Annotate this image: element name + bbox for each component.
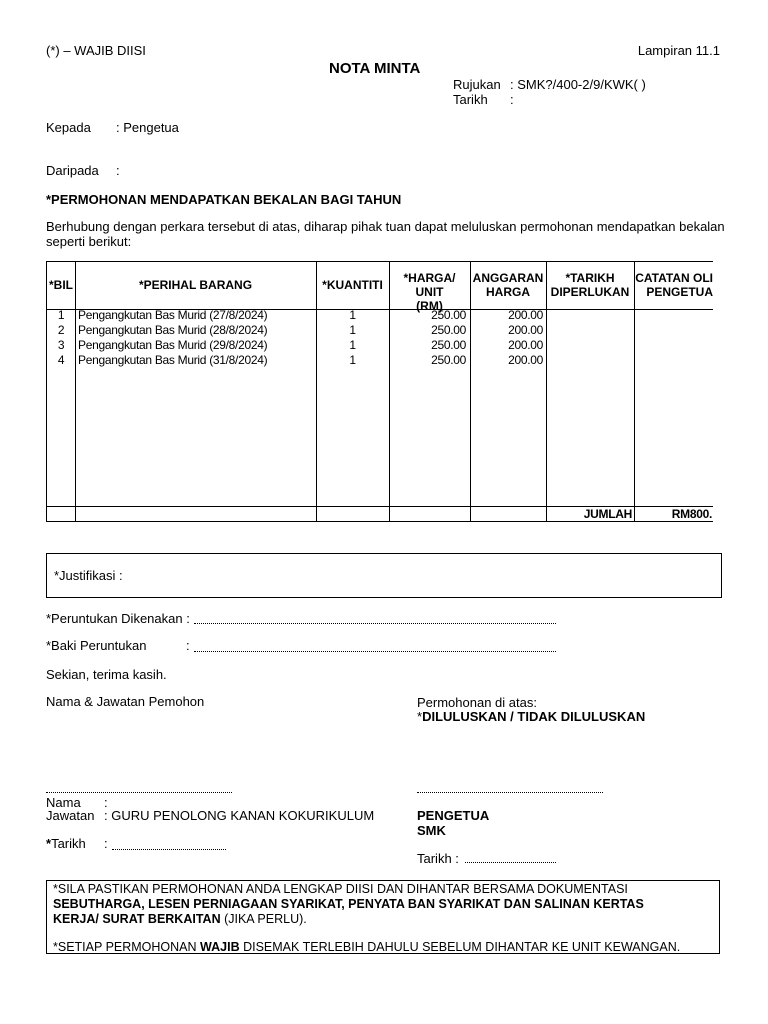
header-bil: *BIL	[49, 278, 73, 292]
tarikh-ref-value: :	[510, 92, 514, 107]
notice-line-3	[53, 912, 713, 927]
header-catatan-line2: PENGETUA	[646, 285, 713, 299]
header-catatan-line1: CATATAN OLI	[635, 271, 713, 285]
table-row-2-bil: 2	[57, 323, 65, 337]
pengetua-label: PENGETUA	[417, 808, 490, 823]
notice-line-4-a: *SETIAP PERMOHONAN	[53, 940, 201, 954]
applicant-tarikh-field[interactable]	[112, 849, 226, 850]
notice-line-1-text: *SILA PASTIKAN PERMOHONAN ANDA LENGKAP DIISI DAN DIHANTAR BERSAMA DOKUMENTASI	[53, 882, 628, 896]
header-anggaran	[470, 271, 546, 299]
table-row-3-bil: 3	[57, 338, 65, 352]
applicant-tarikh	[46, 836, 86, 851]
appendix-label: Lampiran 11.1	[637, 43, 720, 58]
table-row-4-perihal: Pengangkutan Bas Murid (31/8/2024)	[78, 353, 268, 367]
notice-line-4-bold: WAJIB	[200, 940, 240, 954]
table-row-1-bil: 1	[57, 308, 65, 322]
approval-heading: Permohonan di atas:	[417, 695, 537, 710]
nama-label: Nama	[46, 795, 81, 810]
notice-line-2	[53, 897, 713, 912]
subject-heading: *PERMOHONAN MENDAPATKAN BEKALAN BAGI TAHUN	[46, 192, 402, 207]
notice-line-4-c: DISEMAK TERLEBIH DAHULU SEBELUM DIHANTAR KE UNIT KEWANGAN.	[239, 940, 681, 954]
header-anggaran-line2: HARGA	[486, 285, 530, 299]
table-row-3-kuantiti: 1	[349, 338, 356, 352]
notice-line-4	[53, 940, 713, 955]
peruntukan-label: *Peruntukan Dikenakan :	[46, 611, 190, 626]
decision-star: *	[417, 709, 423, 724]
table-row-4-anggaran: 200.00	[508, 353, 543, 367]
page-title: NOTA MINTA	[329, 60, 421, 77]
applicant-tarikh-colon: :	[104, 836, 108, 851]
table-row-2-harga: 250.00	[431, 323, 466, 337]
pengetua-signature-line[interactable]	[417, 792, 603, 793]
tarikh-star: *	[46, 836, 52, 851]
jumlah-label: JUMLAH	[583, 507, 632, 521]
header-harga	[389, 271, 470, 313]
table-row-3-perihal: Pengangkutan Bas Murid (29/8/2024)	[78, 338, 268, 352]
table-row-2-kuantiti: 1	[349, 323, 356, 337]
baki-label: *Baki Peruntukan	[46, 638, 147, 653]
jumlah-value: RM800.	[671, 507, 712, 521]
table-row-2-anggaran: 200.00	[508, 323, 543, 337]
notice-line-2-text: SEBUTHARGA, LESEN PERNIAGAAN SYARIKAT, PENYATA BAN SYARIKAT DAN SALINAN KERTAS	[53, 897, 644, 911]
header-kuantiti: *KUANTITI	[322, 278, 383, 292]
table-row-3-harga: 250.00	[431, 338, 466, 352]
approval-decision	[417, 709, 645, 724]
applicant-signature-line[interactable]	[46, 792, 232, 793]
baki-field[interactable]	[194, 651, 556, 652]
justifikasi-box[interactable]	[46, 553, 722, 598]
col-divider	[470, 262, 471, 522]
closing-text: Sekian, terima kasih.	[46, 667, 167, 682]
daripada-value: :	[116, 163, 120, 178]
header-anggaran-line1: ANGGARAN	[472, 271, 544, 285]
col-divider	[75, 262, 76, 522]
jawatan-label: Jawatan	[46, 808, 95, 823]
baki-colon: :	[186, 638, 190, 653]
kepada-value: : Pengetua	[116, 120, 179, 135]
table-row-4-kuantiti: 1	[349, 353, 356, 367]
col-divider	[634, 262, 635, 522]
intro-line-1: Berhubung dengan perkara tersebut di atas, diharap pihak tuan dapat meluluskan permohonan mendapatkan bekalan	[46, 219, 725, 234]
header-catatan	[634, 271, 713, 299]
jawatan-value: : GURU PENOLONG KANAN KOKURIKULUM	[104, 808, 375, 823]
table-row-1-kuantiti: 1	[349, 308, 356, 322]
header-harga-line1: *HARGA/ UNIT	[403, 271, 456, 299]
applicant-tarikh-label: Tarikh	[51, 836, 86, 851]
table-row-1-anggaran: 200.00	[508, 308, 543, 322]
notice-line-1	[53, 882, 713, 897]
intro-line-2: seperti berikut:	[46, 234, 132, 249]
table-row-2-perihal: Pengangkutan Bas Murid (28/8/2024)	[78, 323, 268, 337]
approval-tarikh-label: Tarikh :	[417, 851, 459, 866]
table-row-4-bil: 4	[57, 353, 65, 367]
daripada-label: Daripada	[46, 163, 99, 178]
approval-tarikh-field[interactable]	[465, 862, 556, 863]
table-row-1-perihal: Pengangkutan Bas Murid (27/8/2024)	[78, 308, 268, 322]
mandatory-note: (*) – WAJIB DIISI	[46, 43, 146, 58]
tarikh-ref-label: Tarikh	[453, 92, 488, 107]
table-row-4-harga: 250.00	[431, 353, 466, 367]
applicant-heading: Nama & Jawatan Pemohon	[46, 694, 205, 709]
notice-line-3-bold: KERJA/ SURAT BERKAITAN	[53, 912, 221, 926]
notice-box	[46, 880, 720, 954]
rujukan-label: Rujukan	[453, 77, 501, 92]
peruntukan-field[interactable]	[194, 623, 556, 624]
table-row-1-harga: 250.00	[431, 308, 466, 322]
rujukan-value: : SMK?/400-2/9/KWK( )	[510, 77, 646, 92]
header-tarikh-line1: *TARIKH	[565, 271, 615, 285]
kepada-label: Kepada	[46, 120, 91, 135]
nama-value: :	[104, 795, 108, 810]
header-harga-line2: (RM)	[416, 299, 443, 313]
header-perihal: *PERIHAL BARANG	[138, 278, 253, 292]
col-divider	[546, 262, 547, 522]
justifikasi-label: *Justifikasi :	[54, 568, 123, 583]
table-row-3-anggaran: 200.00	[508, 338, 543, 352]
items-table	[46, 261, 713, 522]
header-tarikh-line2: DIPERLUKAN	[550, 285, 630, 299]
decision-text: DILULUSKAN / TIDAK DILULUSKAN	[422, 709, 646, 724]
school-label: SMK	[417, 823, 446, 838]
col-divider	[316, 262, 317, 522]
notice-line-3-text: (JIKA PERLU).	[220, 912, 307, 926]
header-tarikh	[546, 271, 634, 299]
